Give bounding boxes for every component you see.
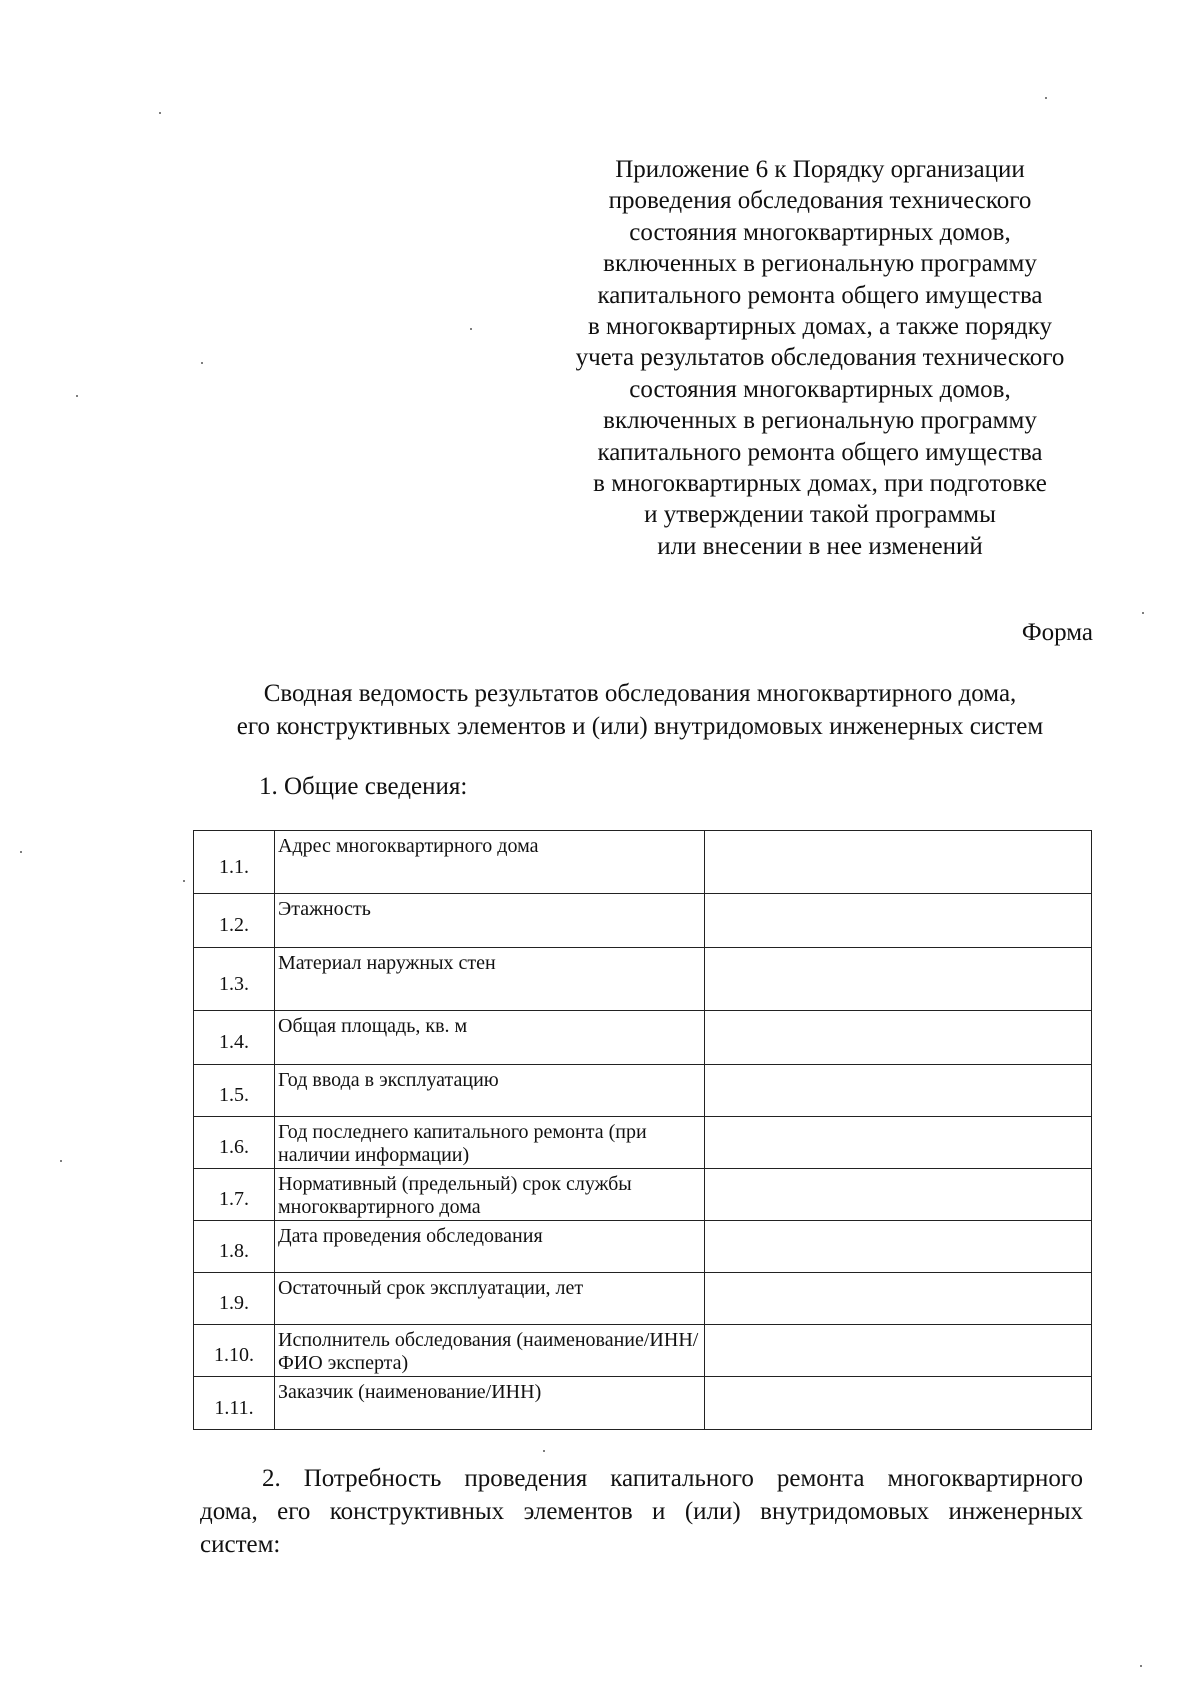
scan-speck [201, 362, 203, 364]
table-row [194, 1273, 1092, 1325]
row-value-field[interactable] [705, 1273, 1092, 1325]
row-label: Дата проведения обследования [275, 1221, 705, 1273]
row-label: Материал наружных стен [275, 948, 705, 1011]
general-info-table [193, 830, 1092, 1430]
appendix-line: проведения обследования технического [608, 187, 1032, 215]
table-row [194, 1117, 1092, 1169]
table-row [194, 831, 1092, 894]
row-value-field[interactable] [705, 1169, 1092, 1221]
document-title-line-1: Сводная ведомость результатов обследования многоквартирного дома, [263, 680, 1017, 707]
row-number: 1.6. [194, 1117, 275, 1169]
section-1-heading: 1. Общие сведения: [259, 773, 468, 800]
row-value-field[interactable] [705, 1011, 1092, 1065]
row-number: 1.10. [194, 1325, 275, 1377]
row-number: 1.1. [194, 831, 275, 894]
appendix-line: состояния многоквартирных домов, [629, 218, 1011, 246]
section-2-paragraph [200, 1462, 1083, 1561]
appendix-line: включенных в региональную программу [603, 407, 1037, 435]
row-number: 1.8. [194, 1221, 275, 1273]
document-title-line-2: его конструктивных элементов и (или) внутридомовых инженерных систем [236, 713, 1044, 740]
row-label: Этажность [275, 894, 705, 948]
table-row [194, 948, 1092, 1011]
form-label: Форма [1021, 619, 1093, 646]
table-row [194, 1065, 1092, 1117]
row-value-field[interactable] [705, 894, 1092, 948]
scan-speck [183, 880, 185, 882]
row-label: Исполнитель обследования (наименование/ИНН/ФИО эксперта) [275, 1325, 705, 1377]
table-row [194, 894, 1092, 948]
appendix-line: или внесении в нее изменений [657, 532, 983, 560]
appendix-line: Приложение 6 к Порядку организации [615, 156, 1025, 183]
appendix-line: включенных в региональную программу [603, 250, 1037, 278]
appendix-line: учета результатов обследования технического [575, 344, 1065, 372]
row-label: Нормативный (предельный) срок службы многоквартирного дома [275, 1169, 705, 1221]
row-value-field[interactable] [705, 1065, 1092, 1117]
row-number: 1.9. [194, 1273, 275, 1325]
section-2-line-2: дома, его конструктивных элементов и (или) внутридомовых инженерных [200, 1498, 1083, 1525]
appendix-line: и утверждении такой программы [644, 501, 996, 529]
row-number: 1.3. [194, 948, 275, 1011]
table-row [194, 1011, 1092, 1065]
row-value-field[interactable] [705, 1377, 1092, 1430]
scan-speck [76, 395, 78, 397]
row-value-field[interactable] [705, 1117, 1092, 1169]
section-2-line-1: 2. Потребность проведения капитального ремонта многоквартирного [262, 1465, 1083, 1492]
row-value-field[interactable] [705, 1325, 1092, 1377]
appendix-line: состояния многоквартирных домов, [629, 375, 1011, 403]
row-number: 1.2. [194, 894, 275, 948]
row-number: 1.11. [194, 1377, 275, 1430]
scan-speck [1140, 1665, 1142, 1667]
row-number: 1.5. [194, 1065, 275, 1117]
row-value-field[interactable] [705, 1221, 1092, 1273]
row-label: Адрес многоквартирного дома [275, 831, 705, 894]
appendix-line: в многоквартирных домах, а также порядку [588, 313, 1052, 341]
row-number: 1.4. [194, 1011, 275, 1065]
appendix-line: в многоквартирных домах, при подготовке [593, 470, 1047, 498]
row-label: Остаточный срок эксплуатации, лет [275, 1273, 705, 1325]
scan-speck [1045, 97, 1047, 99]
scan-speck [1142, 612, 1144, 614]
table-row [194, 1169, 1092, 1221]
scan-speck [470, 328, 472, 330]
table-row [194, 1377, 1092, 1430]
row-value-field[interactable] [705, 831, 1092, 894]
scan-speck [159, 112, 161, 114]
appendix-line: капитального ремонта общего имущества [597, 281, 1043, 309]
row-label: Общая площадь, кв. м [275, 1011, 705, 1065]
scan-speck [20, 851, 22, 853]
row-number: 1.7. [194, 1169, 275, 1221]
row-label: Год последнего капитального ремонта (при наличии информации) [275, 1117, 705, 1169]
section-2-line-3: систем: [200, 1531, 281, 1558]
table-row [194, 1221, 1092, 1273]
scan-speck [60, 1160, 62, 1162]
row-value-field[interactable] [705, 948, 1092, 1011]
appendix-line: капитального ремонта общего имущества [597, 438, 1043, 466]
scan-speck [543, 1450, 545, 1452]
table-row [194, 1325, 1092, 1377]
row-label: Заказчик (наименование/ИНН) [275, 1377, 705, 1430]
appendix-header [540, 154, 1100, 562]
document-title [190, 677, 1090, 743]
row-label: Год ввода в эксплуатацию [275, 1065, 705, 1117]
